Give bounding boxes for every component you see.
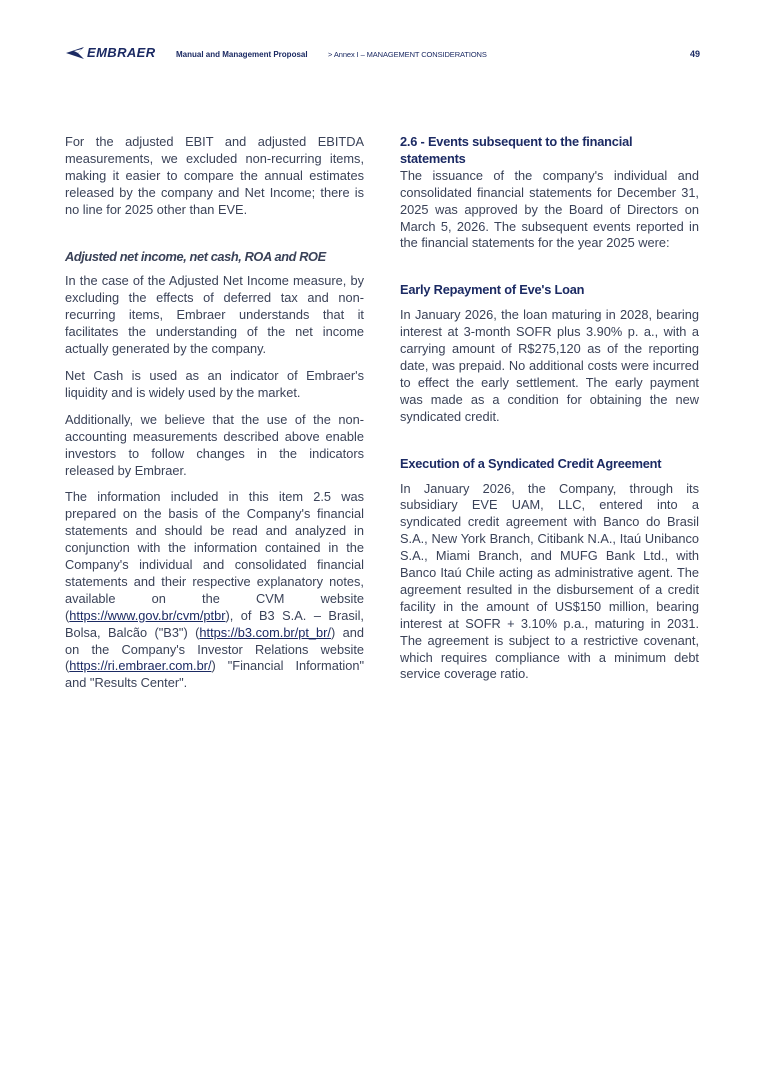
paragraph: The issuance of the company's individual and consolidated financial statements for December 31, 2025 was approved by the Board of Directors on March 5, 2026. The subsequent events reported in the financial statements for the year 2025 were:	[400, 167, 699, 251]
embraer-logo-icon	[64, 46, 84, 60]
page-header	[0, 0, 766, 80]
section-heading-2-6: 2.6 - Events subsequent to the financial statements	[400, 134, 633, 166]
paragraph-sources: The information included in this item 2.5 was prepared on the basis of the Company's financial statements and should be read and analyzed in conjunction with the information contained in the Company's individual and consolidated financial statements and their respective explanatory notes, available on the CVM website (https://www.gov.br/cvm/ptbr), of B3 S.A. – Brasil, Bolsa, Balcão ("B3") (https://b3.com.br/pt_br/) and on the Company's Investor Relations website (https://ri.embraer.com.br/) "Financial Information" and "Results Center".	[65, 489, 364, 691]
paragraph: For the adjusted EBIT and adjusted EBITDA measurements, we excluded non-recurring items, making it easier to compare the annual estimates released by the company and Net Income; there is no line for 2025 other than EVE.	[65, 134, 364, 217]
subheading-syndicated-credit: Execution of a Syndicated Credit Agreement	[400, 455, 662, 471]
page-number: 49	[689, 49, 700, 59]
b3-website-link[interactable]: https://b3.com.br/pt_br/	[199, 624, 331, 640]
section-breadcrumb: > Annex I – MANAGEMENT CONSIDERATIONS	[328, 50, 487, 59]
paragraph: Additionally, we believe that the use of the non-accounting measurements described above enable investors to follow changes in the indicators released by Embraer.	[65, 411, 364, 478]
paragraph: In January 2026, the Company, through its subsidiary EVE UAM, LLC, entered into a syndicated credit agreement with Banco do Brasil S.A., New York Branch, Citibank N.A., Itaú Unibanco S.A., Miami Branch, and MUFG Bank Ltd., with Banco Itaú Chile acting as administrative agent. The agreement resulted in the disbursement of a credit facility in the amount of US$150 million, bearing interest at SOFR + 3.10% p.a., maturing in 2031. The agreement is subject to a restrictive covenant, which requires compliance with a minimum debt service coverage ratio.	[400, 480, 699, 682]
logo-wordmark: EMBRAER	[87, 45, 156, 60]
paragraph: In January 2026, the loan maturing in 2028, bearing interest at 3-month SOFR plus 3.90% p. a., with a carrying amount of R$275,120 as of the reporting date, was prepaid. No additional costs were incurred to effect the early settlement. The early payment was made as a condition for obtaining the new syndicated credit.	[400, 307, 699, 424]
right-column	[400, 134, 699, 693]
subheading-early-repayment: Early Repayment of Eve's Loan	[400, 282, 585, 298]
paragraph: Net Cash is used as an indicator of Embraer's liquidity and is widely used by the market.	[65, 367, 364, 400]
document-title: Manual and Management Proposal	[176, 50, 308, 59]
investor-relations-link[interactable]: https://ri.embraer.com.br/	[69, 658, 212, 674]
subheading-adjusted-net-income: Adjusted net income, net cash, ROA and ROE	[65, 248, 326, 264]
embraer-logo	[64, 45, 156, 60]
left-column	[65, 134, 364, 702]
paragraph: In the case of the Adjusted Net Income measure, by excluding the effects of deferred tax and non-recurring items, Embraer understands that it facilitates the understanding of the net income actually generated by the company.	[65, 273, 364, 357]
cvm-website-link[interactable]: https://www.gov.br/cvm/ptbr	[69, 607, 226, 623]
